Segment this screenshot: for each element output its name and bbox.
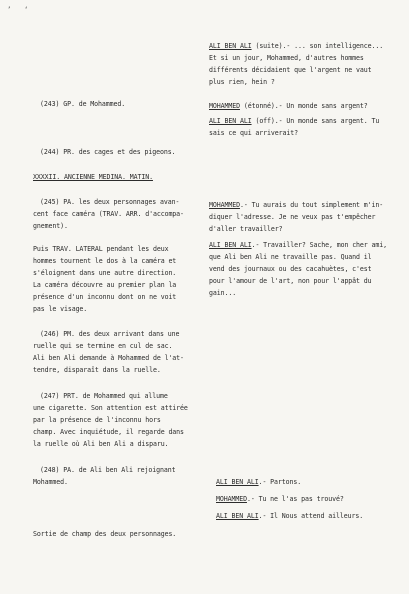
dialogue-line — [216, 512, 363, 520]
shot-line: Puis TRAV. LATERAL pendant les deux — [33, 245, 169, 253]
dialogue-line: d'aller travailler? — [209, 225, 283, 233]
dialogue-line: diquer l'adresse. Je ne veux pas t'empêcher — [209, 213, 376, 221]
shot-line: hommes tournent le dos à la caméra et — [33, 257, 177, 265]
dialogue-line: Et si un jour, Mohammed, d'autres hommes — [209, 54, 364, 62]
dialogue-text: .- Tu ne l'as pas trouvé? — [246, 495, 344, 503]
dialogue-text: (suite).- ... son intelligence... — [251, 42, 384, 50]
dialogue-line: gain... — [209, 289, 237, 297]
speaker-name: ALI BEN ALI — [216, 512, 259, 520]
shot-line: (248) PA. de Ali ben Ali rejoignant — [40, 466, 176, 474]
dialogue-line: plus rien, hein ? — [209, 78, 275, 86]
shot-line: Ali ben Ali demande à Mohammed de l'at- — [33, 354, 184, 362]
speaker-name: ALI BEN ALI — [209, 42, 252, 50]
shot-line: (245) PA. les deux personnages avan- — [40, 198, 180, 206]
corner-mark-left: ’ — [7, 6, 12, 14]
shot-line: (247) PRT. de Mohammed qui allume — [40, 392, 168, 400]
shot-line: pas le visage. — [33, 305, 88, 313]
shot-line: champ. Avec inquiétude, il regarde dans — [33, 428, 184, 436]
shot-line: présence d'un inconnu dont on ne voit — [33, 293, 177, 301]
shot-line: s'éloignent dans une autre direction. — [33, 269, 177, 277]
dialogue-text: .- Travailler? Sache, mon cher ami, — [251, 241, 388, 249]
dialogue-text: .- Tu aurais du tout simplement m'in- — [239, 201, 384, 209]
shot-line: gnement). — [33, 222, 68, 230]
dialogue-text: .- Il Nous attend ailleurs. — [258, 512, 364, 520]
dialogue-line — [209, 201, 383, 209]
scene-heading: XXXXII. ANCIENNE MEDINA. MATIN. — [33, 173, 153, 181]
shot-line: (246) PM. des deux arrivant dans une — [40, 330, 180, 338]
dialogue-line — [209, 42, 383, 50]
shot-line: ruelle qui se termine en cul de sac. — [33, 342, 173, 350]
dialogue-line: que Ali ben Ali ne travaille pas. Quand il — [209, 253, 372, 261]
shot-line: La caméra découvre au premier plan la — [33, 281, 177, 289]
shot-line: cent face caméra (TRAV. ARR. d'accompa- — [33, 210, 184, 218]
dialogue-line — [209, 117, 379, 125]
shot-line: une cigarette. Son attention est attirée — [33, 404, 188, 412]
speaker-name: ALI BEN ALI — [209, 117, 252, 125]
dialogue-line: différents décidaient que l'argent ne vaut — [209, 66, 372, 74]
dialogue-line — [209, 102, 368, 110]
speaker-name: ALI BEN ALI — [216, 478, 259, 486]
speaker-name: MOHAMMED — [216, 495, 247, 503]
dialogue-text: (étonné).- Un monde sans argent? — [239, 102, 368, 110]
shot-line: tendre, disparaît dans la ruelle. — [33, 366, 161, 374]
shot-line: (244) PR. des cages et des pigeons. — [40, 148, 176, 156]
shot-line: Sortie de champ des deux personnages. — [33, 530, 177, 538]
corner-mark-right: ‘ — [24, 6, 29, 14]
dialogue-line: vend des journaux ou des cacahuètes, c'est — [209, 265, 372, 273]
dialogue-text: .- Partons. — [258, 478, 302, 486]
speaker-name: MOHAMMED — [209, 201, 240, 209]
dialogue-text: (off).- Un monde sans argent. Tu — [251, 117, 380, 125]
shot-line: (243) GP. de Mohammed. — [40, 100, 126, 108]
dialogue-line — [209, 241, 387, 249]
shot-line: par la présence de l'inconnu hors — [33, 416, 161, 424]
dialogue-line — [216, 478, 301, 486]
dialogue-line: sais ce qui arriverait? — [209, 129, 299, 137]
dialogue-line — [216, 495, 344, 503]
shot-line: Mohammed. — [33, 478, 68, 486]
dialogue-line: pour l'amour de l'art, non pour l'appât du — [209, 277, 372, 285]
speaker-name: MOHAMMED — [209, 102, 240, 110]
shot-line: la ruelle où Ali ben Ali a disparu. — [33, 440, 169, 448]
speaker-name: ALI BEN ALI — [209, 241, 252, 249]
